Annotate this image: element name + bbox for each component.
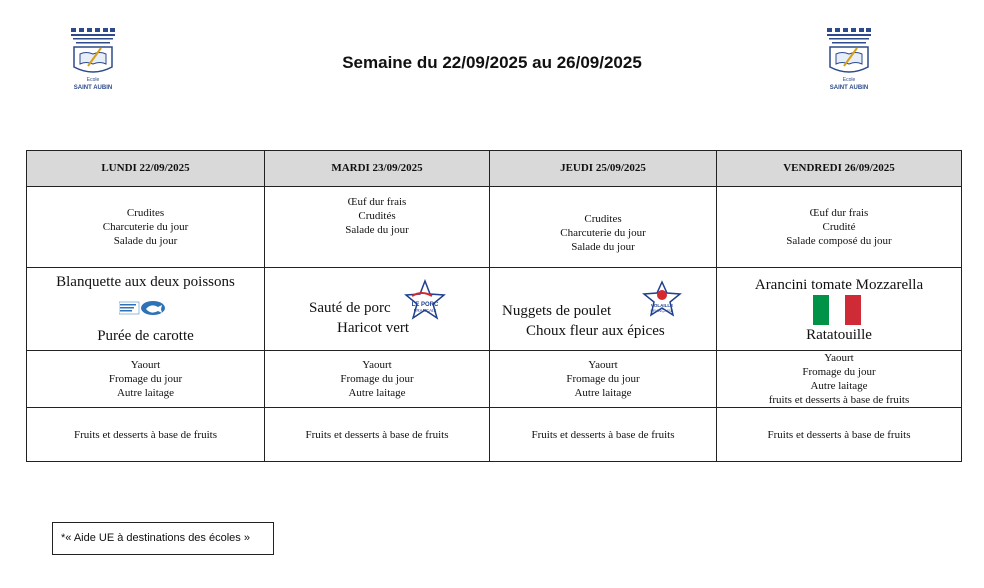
- menu-item: Yaourt: [362, 359, 392, 371]
- dairy-cell-friday: [717, 351, 962, 408]
- weekly-menu-table: [26, 150, 962, 462]
- menu-item: Charcuterie du jour: [560, 227, 646, 239]
- dessert-row: [27, 408, 962, 462]
- svg-text:SAINT AUBIN: SAINT AUBIN: [829, 85, 869, 91]
- main-course-row: [27, 268, 962, 351]
- svg-text:Ecole: Ecole: [86, 77, 100, 83]
- menu-item: Fromage du jour: [340, 373, 414, 385]
- menu-item: fruits et desserts à base de fruits: [768, 394, 910, 406]
- starter-cell-friday: [717, 187, 962, 268]
- menu-item: Salade du jour: [571, 241, 635, 253]
- italian-flag-icon: [813, 295, 861, 330]
- main-dish: Sauté de porc: [309, 300, 391, 316]
- menu-item: Salade composé du jour: [786, 235, 892, 247]
- main-cell-friday: [717, 268, 962, 351]
- dairy-cell-tuesday: [265, 351, 490, 408]
- menu-item: Autre laitage: [348, 387, 406, 399]
- main-dish: Arancini tomate Mozzarella: [754, 277, 924, 293]
- starter-cell-thursday: [490, 187, 717, 268]
- dessert-cell-friday: Fruits et desserts à base de fruits: [717, 408, 962, 462]
- day-header-thursday: JEUDI 25/09/2025: [490, 151, 717, 187]
- menu-item: Crudité: [822, 221, 856, 233]
- menu-item: Fromage du jour: [566, 373, 640, 385]
- menu-item: Autre laitage: [116, 387, 175, 399]
- side-dish: Ratatouille: [806, 327, 872, 343]
- eu-aid-note: *« Aide UE à destinations des écoles »: [52, 522, 274, 555]
- le-porc-francais-icon: [404, 279, 446, 326]
- side-dish: Haricot vert: [337, 320, 410, 336]
- dessert-cell-thursday: Fruits et desserts à base de fruits: [490, 408, 717, 462]
- side-dish: Purée de carotte: [97, 328, 194, 344]
- svg-text:Ecole: Ecole: [842, 77, 856, 83]
- menu-item: Yaourt: [824, 352, 854, 364]
- menu-item: Yaourt: [130, 359, 161, 371]
- menu-item: Charcuterie du jour: [102, 221, 189, 233]
- svg-text:FRANÇAIS: FRANÇAIS: [413, 308, 437, 313]
- dessert-cell-monday: Fruits et desserts à base de fruits: [27, 408, 265, 462]
- menu-item: Salade du jour: [113, 235, 178, 247]
- main-dish: Blanquette aux deux poissons: [56, 274, 235, 290]
- main-cell-monday: [27, 268, 265, 351]
- main-cell-tuesday: [265, 268, 490, 351]
- day-header-row: [27, 151, 962, 187]
- dairy-cell-monday: [27, 351, 265, 408]
- menu-item: Œuf dur frais: [809, 207, 869, 219]
- svg-text:FRANÇAISE: FRANÇAISE: [650, 308, 674, 313]
- svg-text:SAINT AUBIN: SAINT AUBIN: [73, 85, 113, 91]
- menu-item: Fromage du jour: [108, 373, 183, 385]
- svg-text:LE PORC: LE PORC: [411, 302, 439, 308]
- side-dish: Choux fleur aux épices: [526, 323, 665, 339]
- menu-item: Salade du jour: [345, 224, 409, 236]
- menu-item: Autre laitage: [574, 387, 632, 399]
- svg-text:VOLAILLE: VOLAILLE: [650, 303, 674, 308]
- menu-item: Œuf dur frais: [347, 196, 407, 208]
- day-header-tuesday: MARDI 23/09/2025: [265, 151, 490, 187]
- page-title: Semaine du 22/09/2025 au 26/09/2025: [342, 53, 642, 72]
- starter-cell-tuesday: [265, 187, 490, 268]
- menu-item: Autre laitage: [810, 380, 868, 392]
- starter-cell-monday: [27, 187, 265, 268]
- menu-item: Crudites: [584, 213, 622, 225]
- menu-item: Fromage du jour: [802, 366, 876, 378]
- dairy-cell-thursday: [490, 351, 717, 408]
- dessert-cell-tuesday: Fruits et desserts à base de fruits: [265, 408, 490, 462]
- day-header-monday: LUNDI 22/09/2025: [27, 151, 265, 187]
- starter-row: [27, 187, 962, 268]
- menu-item: Crudites: [126, 207, 165, 219]
- menu-item: Crudités: [358, 210, 396, 222]
- msc-label-icon: [119, 300, 167, 321]
- dairy-row: [27, 351, 962, 408]
- main-cell-thursday: [490, 268, 717, 351]
- day-header-friday: VENDREDI 26/09/2025: [717, 151, 962, 187]
- volaille-francaise-icon: [642, 280, 682, 323]
- main-dish: Nuggets de poulet: [502, 303, 612, 319]
- menu-item: Yaourt: [588, 359, 618, 371]
